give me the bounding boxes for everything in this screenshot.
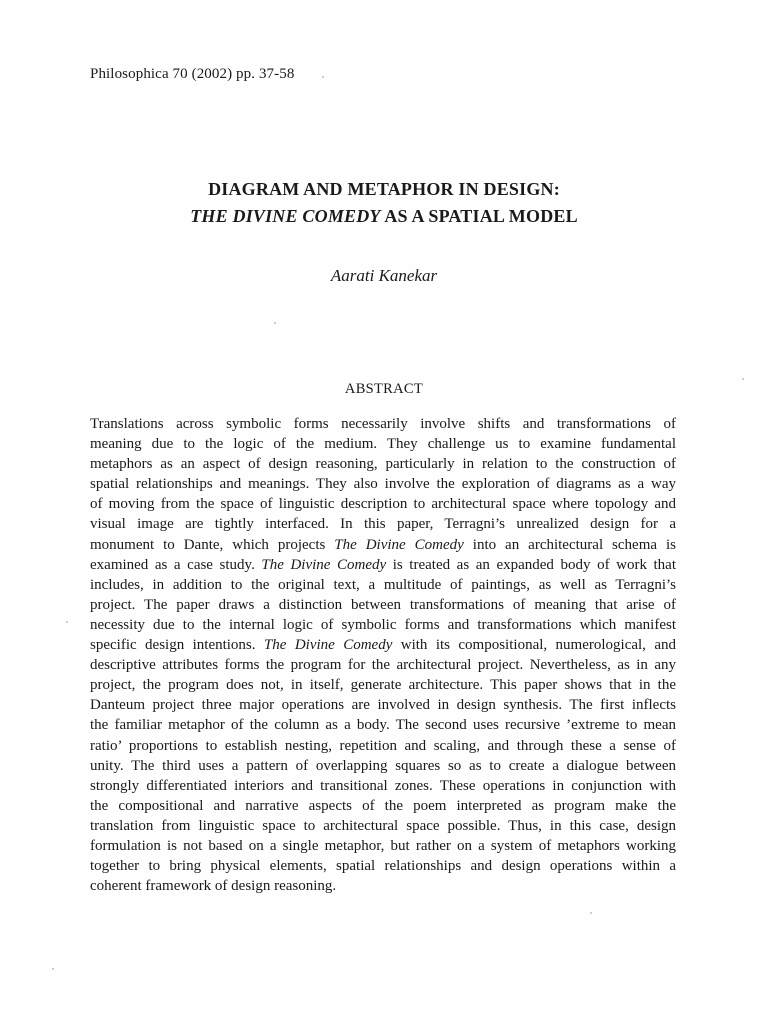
abstract-line [90,715,676,735]
abstract-line [90,575,676,595]
abstract-line [90,796,676,816]
abstract-text: metaphors as an aspect of design reasoning, particularly in relation to the construction of [90,456,676,473]
scan-speck [274,322,276,324]
abstract-line [90,454,676,474]
abstract-text: examined as a case study. [90,556,262,573]
abstract-line [90,434,676,454]
abstract-text: into an architectural schema is [463,536,676,553]
abstract-heading: ABSTRACT [344,381,424,397]
abstract-text: Danteum project three major operations are involved in design synthesis. The first inflects [90,697,676,714]
abstract-line [90,514,676,534]
abstract-line [90,615,676,635]
abstract-line [90,494,676,514]
abstract-line [90,776,676,796]
abstract-text: translation from linguistic space to architectural space possible. Thus, in this case, design [90,817,676,834]
abstract-text: the familiar metaphor of the column as a body. The second uses recursive ’extreme to mean [90,717,676,734]
abstract-text: monument to Dante, which projects [90,536,335,553]
abstract-line [90,655,676,675]
abstract-text: ratio’ proportions to establish nesting, repetition and scaling, and through these a sense of [90,737,676,754]
abstract-text: specific design intentions. [90,637,264,654]
abstract-line [90,474,676,494]
abstract-line [90,695,676,715]
scan-speck [590,912,592,914]
abstract-text: unity. The third uses a pattern of overlapping squares so as to create a dialogue between [90,757,676,774]
abstract-text: Translations across symbolic forms necessarily involve shifts and transformations of [90,416,676,432]
abstract-text: meaning due to the logic of the medium. They challenge us to examine fundamental [90,436,676,453]
abstract-line [90,675,676,695]
abstract-text: together to bring physical elements, spatial relationships and design operations within a [90,858,676,875]
scan-speck [742,378,744,380]
scan-speck [322,76,324,78]
abstract-line [90,414,676,434]
journal-citation: Philosophica 70 (2002) pp. 37-58 [90,66,295,82]
abstract-text: with its compositional, numerological, and [392,637,676,654]
abstract-text: project. The paper draws a distinction between transformations of meaning that arise of [90,596,676,613]
abstract-italic-text: The Divine Comedy [261,556,387,573]
abstract-text: formulation is not based on a single metaphor, but rather on a system of metaphors working [90,837,676,854]
abstract-line [90,756,676,776]
abstract-text: spatial relationships and meanings. They also involve the exploration of diagrams as a way [90,476,676,493]
abstract-line [90,595,676,615]
scan-speck [52,968,54,970]
title-line-2 [0,203,768,230]
abstract-text: descriptive attributes forms the program for the architectural project. Nevertheless, as in any [90,657,676,674]
abstract-line [90,836,676,856]
abstract-text: includes, in addition to the original text, a multitude of paintings, as well as Terragni’s [90,576,676,593]
abstract-italic-text: The Divine Comedy [263,637,393,654]
abstract-italic-text: The Divine Comedy [334,536,464,553]
abstract-text: of moving from the space of linguistic description to architectural space where topology and [90,496,676,513]
abstract-text: visual image are tightly interfaced. In this paper, Terragni’s unrealized design for a [90,516,676,533]
abstract-text: coherent framework of design reasoning. [90,878,337,895]
abstract-line [90,555,676,575]
abstract-line [90,635,676,655]
abstract-line [90,535,676,555]
abstract-line [90,856,676,876]
title-line-1: DIAGRAM AND METAPHOR IN DESIGN: [208,179,560,199]
abstract-text: necessity due to the internal logic of symbolic forms and transformations which manifest [90,616,676,633]
abstract-line [90,876,676,896]
abstract-text: the compositional and narrative aspects of the poem interpreted as program make the [90,797,676,814]
abstract-text: is treated as an expanded body of work that [386,556,677,573]
scan-speck [66,621,68,623]
abstract-text: strongly differentiated interiors and transitional zones. These operations in conjunction with [90,777,676,794]
abstract-line [90,736,676,756]
abstract-text: project, the program does not, in itself, generate architecture. This paper shows that in the [90,677,676,694]
title-italic-part: THE DIVINE COMEDY [190,206,381,226]
abstract-line [90,816,676,836]
abstract-body [90,414,676,896]
paper-title [0,176,768,230]
title-rest-part: AS A SPATIAL MODEL [380,206,578,226]
author-name: Aarati Kanekar [330,266,438,285]
